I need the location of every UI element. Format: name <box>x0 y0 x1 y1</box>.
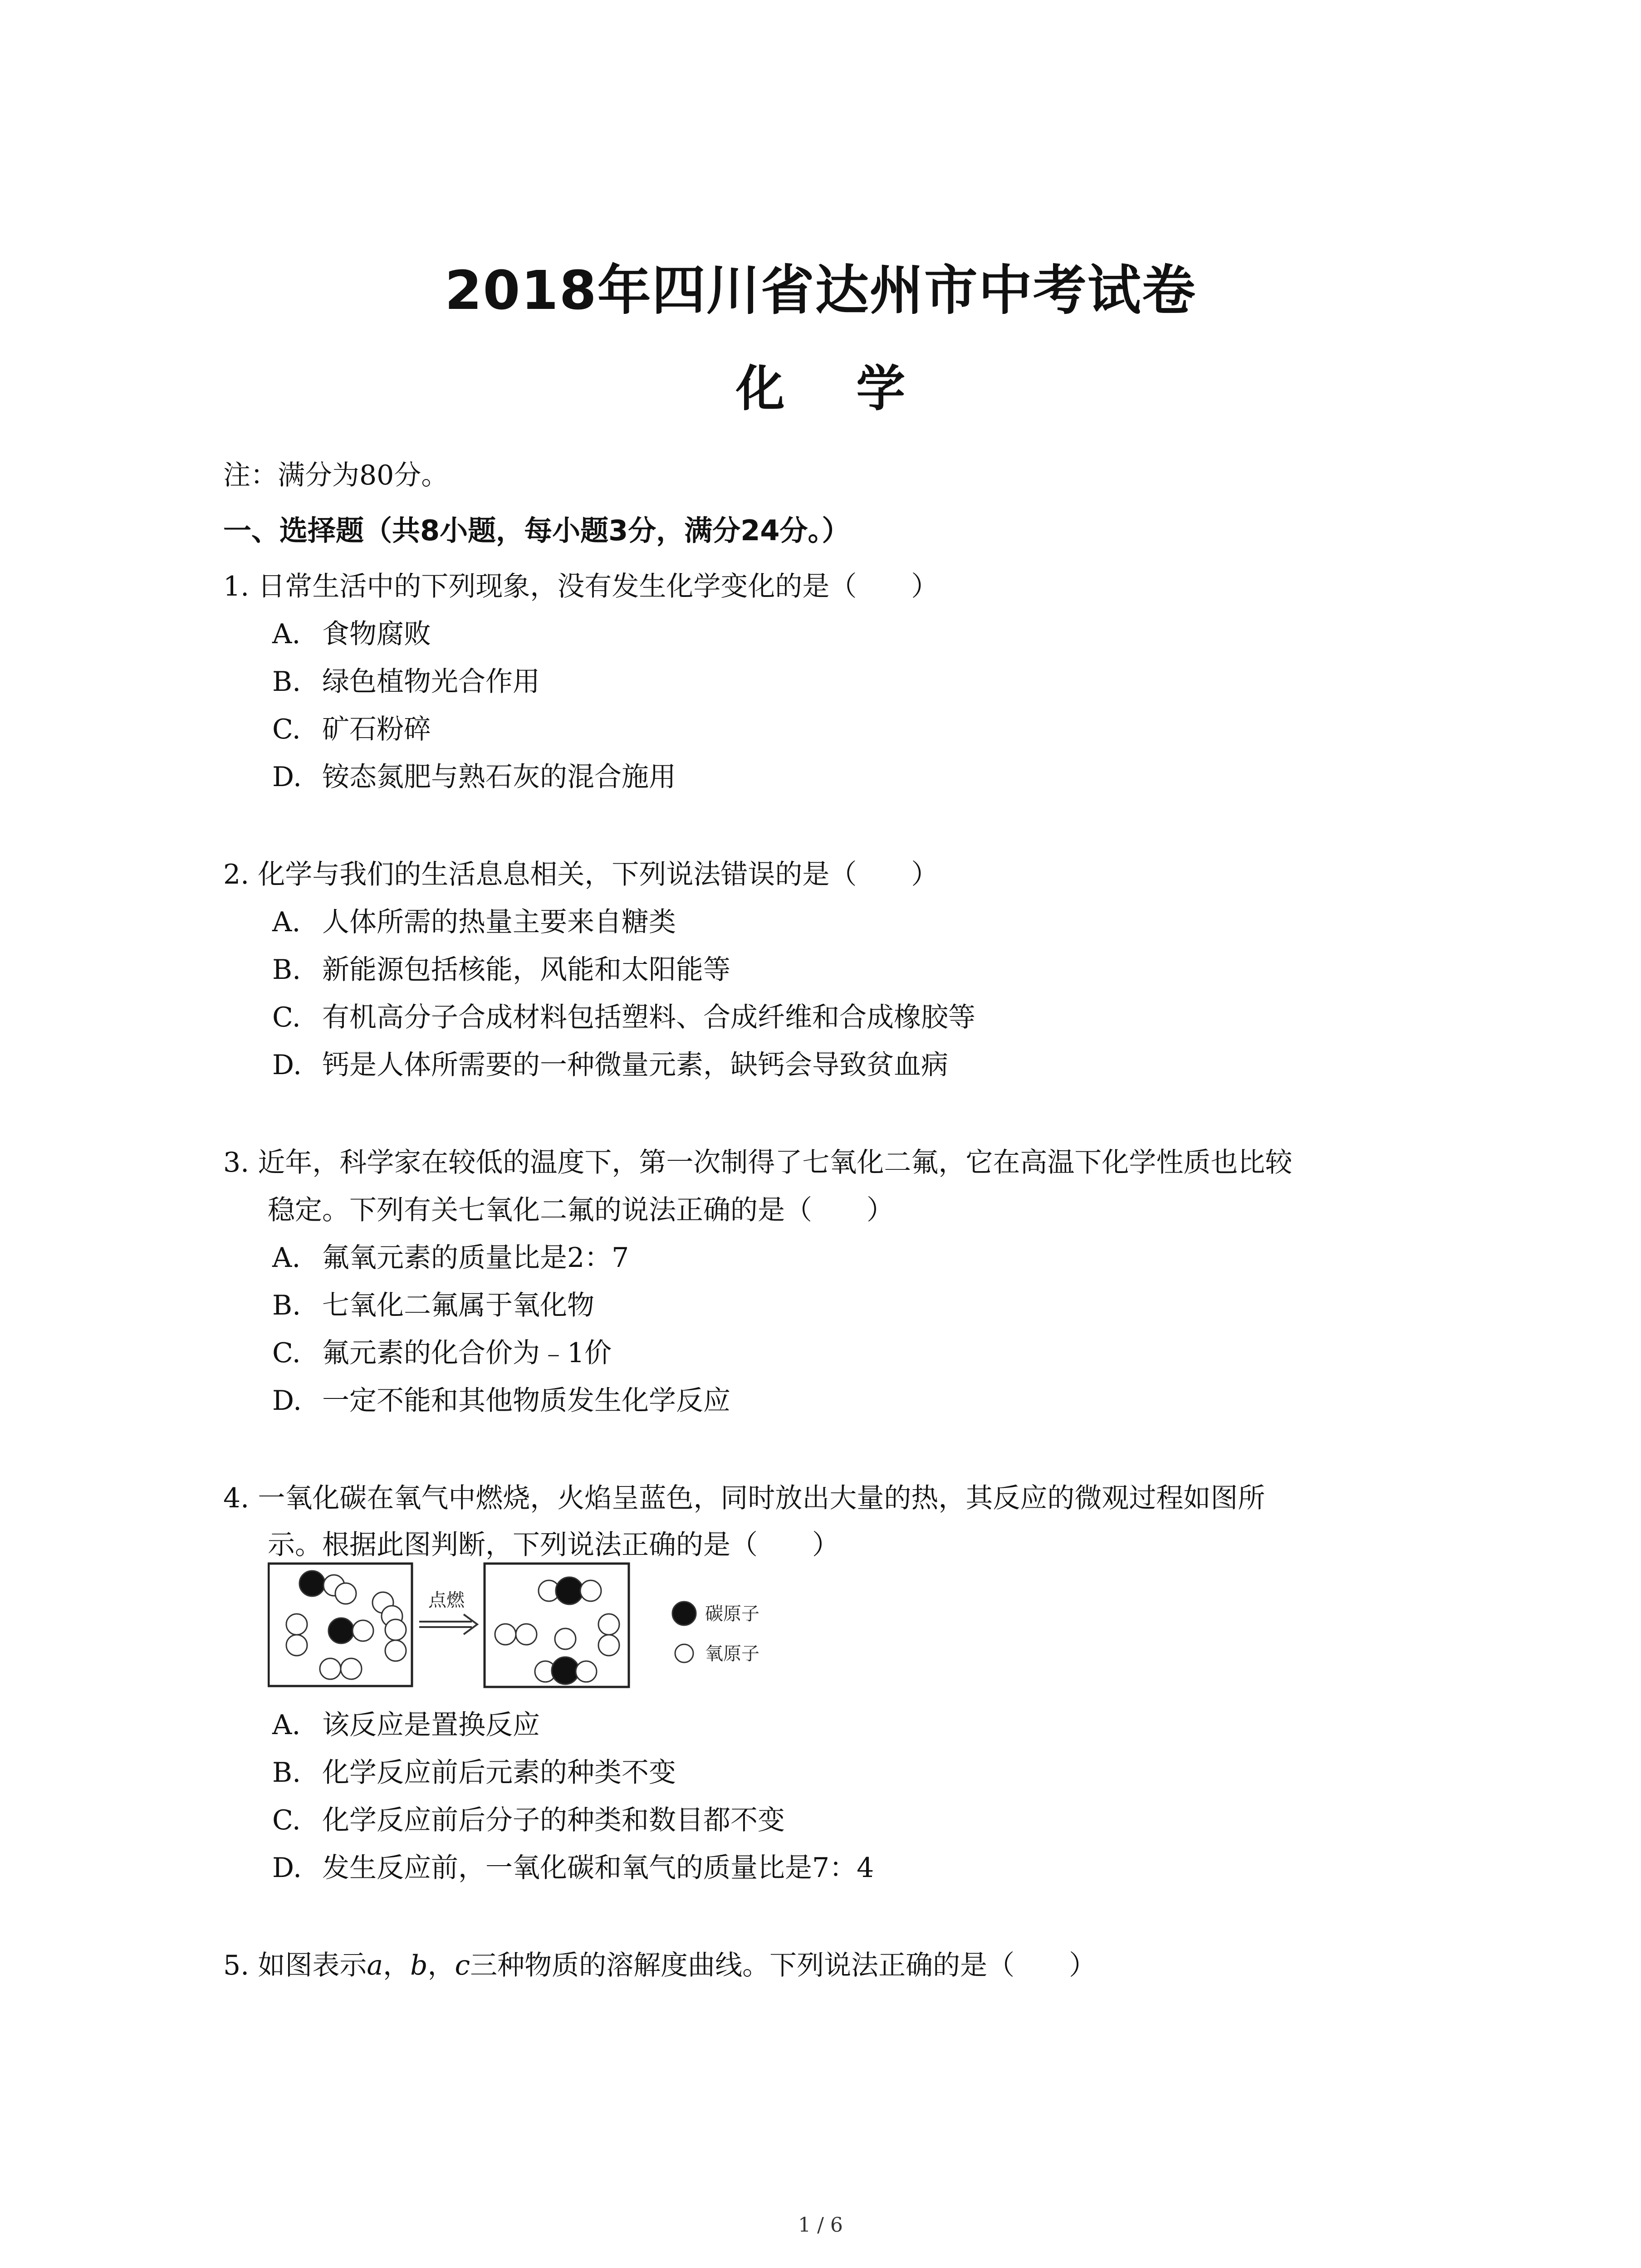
option-letter: C. <box>272 1337 301 1369</box>
question-text: 一氧化碳在氧气中燃烧，火焰呈蓝色，同时放出大量的热，其反应的微观过程如图所 <box>258 1482 1265 1514</box>
question-text-b: 三种物质的溶解度曲线。下列说法正确的是（ ） <box>470 1950 1097 1981</box>
option-letter: A. <box>272 1242 301 1274</box>
question-3-option-a <box>272 1236 629 1275</box>
question-text: 化学与我们的生活息息相关，下列说法错误的是（ ） <box>258 859 939 890</box>
question-2-option-c <box>272 996 975 1035</box>
page-title: 2018年四川省达州市中考试卷 <box>445 259 1196 322</box>
question-3-option-d <box>272 1379 730 1418</box>
question-2-option-d <box>272 1043 948 1082</box>
question-4-option-b <box>272 1751 676 1790</box>
option-text: 七氧化二氟属于氧化物 <box>322 1290 594 1321</box>
option-letter: B. <box>272 1290 301 1321</box>
option-text: 化学反应前后分子的种类和数目都不变 <box>322 1804 785 1836</box>
question-2-stem <box>223 853 938 892</box>
option-letter: D. <box>272 761 302 793</box>
option-text: 食物腐败 <box>322 618 431 650</box>
option-text: 有机高分子合成材料包括塑料、合成纤维和合成橡胶等 <box>322 1002 975 1033</box>
score-note: 注：满分为80分。 <box>223 459 449 491</box>
option-letter: B. <box>272 1757 301 1789</box>
var-c: c <box>455 1950 470 1981</box>
var-b: b <box>410 1950 428 1981</box>
option-letter: D. <box>272 1385 302 1417</box>
oxygen-legend-icon <box>675 1644 693 1662</box>
option-text: 钙是人体所需要的一种微量元素，缺钙会导致贫血病 <box>322 1049 948 1081</box>
option-text: 新能源包括核能，风能和太阳能等 <box>322 954 730 986</box>
question-1-option-b <box>272 660 540 699</box>
subject-heading: 化 学 <box>735 361 933 417</box>
question-4-stem <box>223 1476 1265 1515</box>
reaction-arrow <box>419 1614 477 1634</box>
question-1-option-d <box>272 755 676 794</box>
question-3-option-c <box>272 1331 612 1370</box>
question-2-option-b <box>272 948 730 987</box>
question-1-option-c <box>272 708 431 747</box>
option-letter: A. <box>272 906 301 938</box>
question-5-stem <box>223 1944 1096 1983</box>
option-text: 氟元素的化合价为﹣1价 <box>322 1337 612 1369</box>
reaction-diagram <box>268 1558 812 1694</box>
separator: ， <box>383 1950 411 1981</box>
option-letter: A. <box>272 1709 301 1741</box>
question-text-a: 如图表示 <box>258 1950 367 1981</box>
question-3-stem <box>223 1141 1292 1180</box>
option-text: 铵态氮肥与熟石灰的混合施用 <box>322 761 676 793</box>
question-4-option-a <box>272 1703 540 1742</box>
page-number: 1 / 6 <box>798 2214 843 2237</box>
question-1-option-a <box>272 612 431 651</box>
question-number: 4. <box>223 1482 250 1514</box>
option-letter: B. <box>272 954 301 986</box>
question-number: 2. <box>223 859 250 890</box>
option-text: 发生反应前，一氧化碳和氧气的质量比是7：4 <box>322 1852 874 1884</box>
question-4-option-d <box>272 1846 874 1885</box>
question-4-option-c <box>272 1799 785 1838</box>
question-number: 1. <box>223 571 250 602</box>
section-heading: 一、选择题（共8小题，每小题3分，满分24分。） <box>223 514 850 547</box>
option-text: 人体所需的热量主要来自糖类 <box>322 906 676 938</box>
question-number: 5. <box>223 1950 250 1981</box>
arrow-label: 点燃 <box>428 1590 465 1611</box>
legend-carbon: 碳原子 <box>705 1603 759 1624</box>
legend-oxygen: 氧原子 <box>705 1643 759 1664</box>
question-3-stem-cont: 稳定。下列有关七氧化二氟的说法正确的是（ ） <box>268 1194 894 1226</box>
option-text: 化学反应前后元素的种类不变 <box>322 1757 676 1789</box>
question-text: 近年，科学家在较低的温度下，第一次制得了七氧化二氟，它在高温下化学性质也比较 <box>258 1147 1293 1178</box>
option-letter: C. <box>272 1804 301 1836</box>
option-letter: D. <box>272 1852 302 1884</box>
question-1-stem <box>223 565 938 604</box>
question-4-stem-cont: 示。根据此图判断，下列说法正确的是（ ） <box>268 1529 839 1561</box>
option-letter: D. <box>272 1049 302 1081</box>
separator: ， <box>427 1950 455 1981</box>
option-letter: A. <box>272 618 301 650</box>
carbon-legend-icon <box>672 1602 696 1625</box>
question-3-option-b <box>272 1284 594 1323</box>
var-a: a <box>367 1950 383 1981</box>
option-letter: C. <box>272 1002 301 1033</box>
question-2-option-a <box>272 900 676 939</box>
question-text: 日常生活中的下列现象，没有发生化学变化的是（ ） <box>258 571 939 602</box>
option-text: 矿石粉碎 <box>322 714 431 745</box>
option-letter: C. <box>272 714 301 745</box>
option-text: 一定不能和其他物质发生化学反应 <box>322 1385 730 1417</box>
option-text: 该反应是置换反应 <box>322 1709 540 1741</box>
option-letter: B. <box>272 666 301 698</box>
question-number: 3. <box>223 1147 250 1178</box>
option-text: 氟氧元素的质量比是2：7 <box>322 1242 629 1274</box>
option-text: 绿色植物光合作用 <box>322 666 540 698</box>
